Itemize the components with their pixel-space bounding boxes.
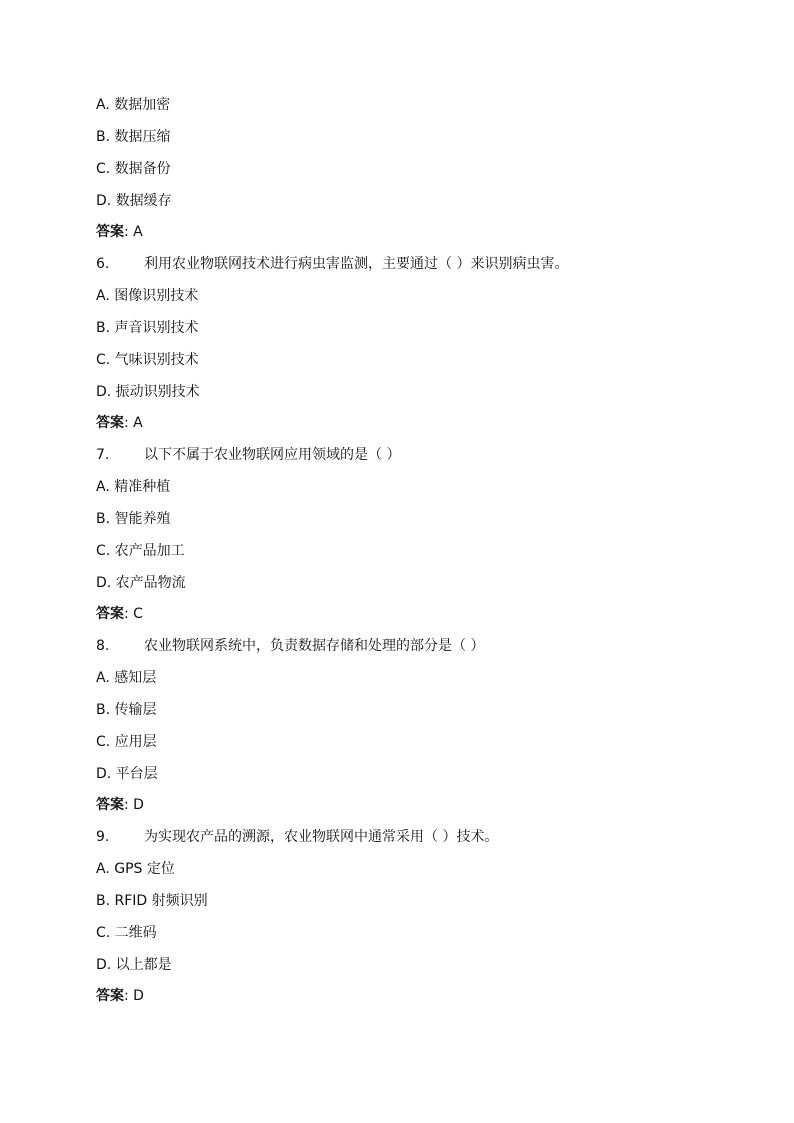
answer-value: C: [133, 606, 143, 622]
answer-label: 答案: [96, 797, 124, 813]
answer-value: A: [133, 415, 143, 431]
option-c: C. 农产品加工: [96, 543, 185, 559]
option-b: B. RFID 射频识别: [96, 893, 208, 909]
answer-value: D: [133, 988, 144, 1004]
option-d: D. 以上都是: [96, 957, 172, 973]
option-c: C. 数据备份: [96, 161, 171, 177]
answer-separator: :: [124, 415, 134, 431]
option-d: D. 振动识别技术: [96, 384, 200, 400]
answer-separator: :: [124, 224, 134, 240]
answer-value: D: [133, 797, 144, 813]
option-b: B. 数据压缩: [96, 129, 171, 145]
option-b: B. 传输层: [96, 702, 157, 718]
option-a: A. 数据加密: [96, 97, 171, 113]
answer-line: [96, 604, 143, 624]
question-8: [96, 636, 484, 656]
question-7: [96, 445, 400, 465]
option-c: C. 应用层: [96, 734, 157, 750]
option-c: C. 二维码: [96, 925, 157, 941]
option-a: A. GPS 定位: [96, 861, 175, 877]
option-d: D. 平台层: [96, 766, 158, 782]
answer-separator: :: [124, 988, 134, 1004]
answer-label: 答案: [96, 988, 124, 1004]
question-text: 以下不属于农业物联网应用领域的是（ ）: [144, 447, 401, 463]
question-number: 6.: [96, 256, 110, 272]
question-number: 9.: [96, 829, 110, 845]
question-6: [96, 254, 568, 274]
question-text: 为实现农产品的溯源，农业物联网中通常采用（ ）技术。: [144, 829, 499, 845]
option-d: D. 农产品物流: [96, 575, 186, 591]
answer-value: A: [133, 224, 143, 240]
answer-line: [96, 413, 143, 433]
question-number: 8.: [96, 638, 110, 654]
option-a: A. 感知层: [96, 670, 157, 686]
question-number: 7.: [96, 447, 110, 463]
option-b: B. 声音识别技术: [96, 320, 199, 336]
answer-separator: :: [124, 797, 134, 813]
answer-label: 答案: [96, 415, 124, 431]
option-c: C. 气味识别技术: [96, 352, 199, 368]
option-a: A. 精准种植: [96, 479, 171, 495]
option-d: D. 数据缓存: [96, 193, 172, 209]
answer-separator: :: [124, 606, 134, 622]
answer-label: 答案: [96, 606, 124, 622]
answer-label: 答案: [96, 224, 124, 240]
question-text: 农业物联网系统中，负责数据存储和处理的部分是（ ）: [144, 638, 485, 654]
answer-line: [96, 795, 144, 815]
question-9: [96, 827, 498, 847]
answer-line: [96, 222, 143, 242]
option-b: B. 智能养殖: [96, 511, 171, 527]
option-a: A. 图像识别技术: [96, 288, 199, 304]
answer-line: [96, 986, 144, 1006]
question-text: 利用农业物联网技术进行病虫害监测，主要通过（ ）来识别病虫害。: [144, 256, 569, 272]
